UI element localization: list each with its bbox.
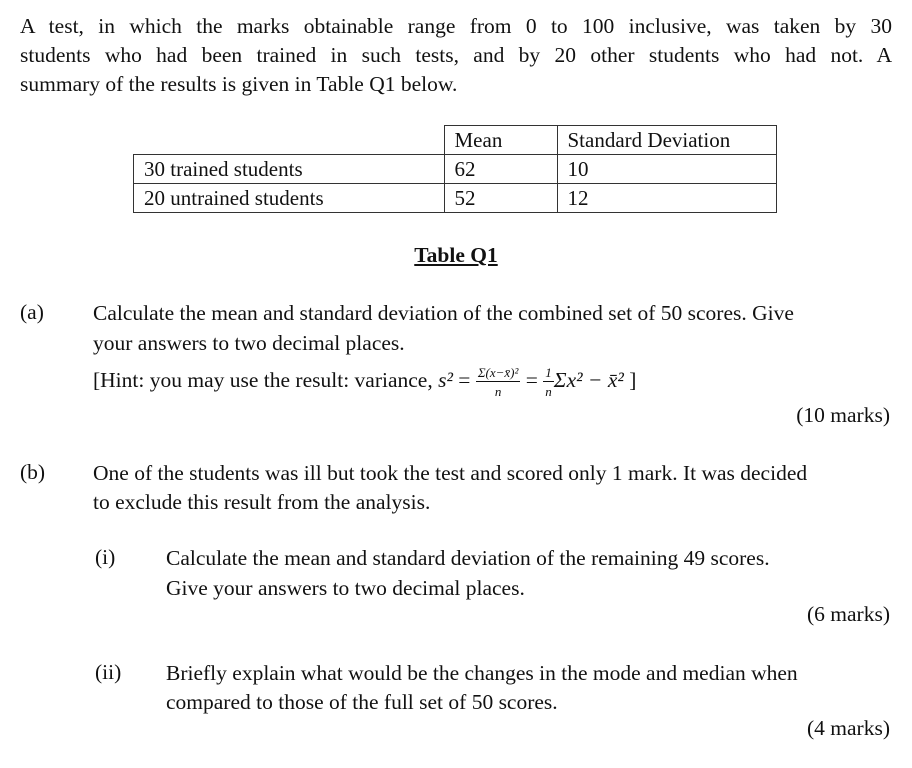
table-header-row bbox=[134, 126, 777, 155]
table-row-sd: 10 bbox=[557, 155, 776, 184]
part-b-label: (b) bbox=[20, 460, 46, 484]
hint-fraction-2-numerator: 1 bbox=[545, 364, 552, 380]
intro-line-3: summary of the results is given in Table Q1 below. bbox=[20, 72, 458, 96]
table-caption: Table Q1 bbox=[414, 243, 498, 267]
hint-equals-1: = bbox=[452, 368, 476, 392]
sub-i-label: (i) bbox=[95, 545, 116, 569]
table-header-sd: Standard Deviation bbox=[557, 126, 776, 155]
sub-i-line-2: Give your answers to two decimal places. bbox=[166, 576, 525, 600]
part-a-hint bbox=[93, 360, 636, 400]
table-header-mean: Mean bbox=[444, 126, 557, 155]
hint-variance-symbol: s² bbox=[438, 368, 453, 392]
hint-fraction-2 bbox=[543, 366, 554, 399]
hint-fraction-1 bbox=[476, 366, 521, 399]
sub-ii-marks: (4 marks) bbox=[807, 716, 890, 740]
results-table bbox=[133, 125, 777, 213]
part-b-line-1: One of the students was ill but took the test and scored only 1 mark. It was decided bbox=[93, 461, 808, 485]
hint-fraction-1-denominator: n bbox=[494, 383, 502, 399]
part-a-label: (a) bbox=[20, 300, 44, 324]
hint-fraction-2-denominator: n bbox=[545, 383, 552, 399]
part-a-line-1: Calculate the mean and standard deviation of the combined set of 50 scores. Give bbox=[93, 301, 794, 325]
part-a-line-2: your answers to two decimal places. bbox=[93, 331, 405, 355]
table-row-label: 20 untrained students bbox=[134, 184, 445, 213]
table-row bbox=[134, 155, 777, 184]
table-row-mean: 62 bbox=[444, 155, 557, 184]
hint-fraction-1-numerator: Σ(x−x̄)² bbox=[477, 364, 519, 380]
sub-ii-line-1: Briefly explain what would be the changes in the mode and median when bbox=[166, 661, 798, 685]
intro-paragraph bbox=[20, 12, 892, 99]
sub-ii-label: (ii) bbox=[95, 660, 122, 684]
table-row-sd: 12 bbox=[557, 184, 776, 213]
hint-equals-2: = bbox=[520, 368, 544, 392]
sub-ii-line-2: compared to those of the full set of 50 scores. bbox=[166, 690, 558, 714]
table-row bbox=[134, 184, 777, 213]
sub-i-line-1: Calculate the mean and standard deviation of the remaining 49 scores. bbox=[166, 546, 770, 570]
intro-line-2: students who had been trained in such tests, and by 20 other students who had not. A bbox=[20, 43, 892, 67]
hint-prefix: [Hint: you may use the result: variance, bbox=[93, 368, 439, 392]
table-row-label: 30 trained students bbox=[134, 155, 445, 184]
table-corner-cell bbox=[134, 126, 445, 155]
hint-sum-expression: Σx² − x̄² bbox=[553, 368, 624, 392]
sub-i-marks: (6 marks) bbox=[807, 602, 890, 626]
table-row-mean: 52 bbox=[444, 184, 557, 213]
intro-line-1: A test, in which the marks obtainable range from 0 to 100 inclusive, was taken by 30 bbox=[20, 14, 892, 38]
part-b-line-2: to exclude this result from the analysis. bbox=[93, 490, 431, 514]
part-a-marks: (10 marks) bbox=[796, 403, 890, 427]
hint-close-bracket: ] bbox=[623, 368, 637, 392]
